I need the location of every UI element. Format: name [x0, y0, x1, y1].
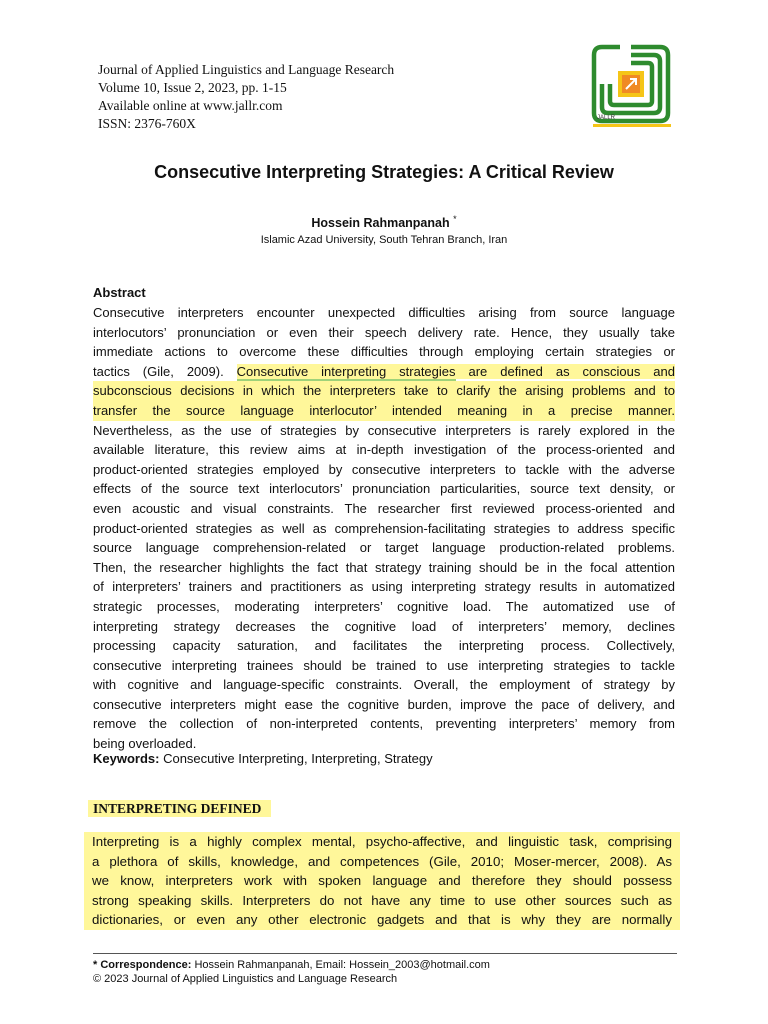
abstract-line: consecutive interpreters might ease the cognitive burden, improve the pace of delivery, and — [93, 696, 675, 712]
abstract-line: product-oriented strategies as well as comprehension-facilitating strategies to address specific — [93, 520, 675, 536]
body-line-highlighted: strong speaking skills. Interpreters do not have any time to use other sources such as — [84, 891, 680, 911]
body-line-highlighted: a plethora of skills, knowledge, and competences (Gile, 2010; Moser-mercer, 2008). As — [84, 852, 680, 872]
underlined-term: Consecutive interpreting strategies — [236, 363, 456, 379]
abstract-line: Consecutive interpreters encounter unexpected difficulties arising from source language — [93, 305, 675, 320]
abstract-line: Then, the researcher highlights the fact that strategy training should be in the focal attention — [93, 559, 675, 575]
journal-name: Journal of Applied Linguistics and Language Research — [98, 62, 395, 77]
abstract-line: effects of the source text interlocutors’ pronunciation particularities, source text density, or — [93, 481, 675, 497]
keywords — [93, 751, 433, 766]
abstract-line-highlighted: transfer the source language interlocutor’ intended meaning in a precise manner. — [93, 401, 675, 421]
volume-issue: Volume 10, Issue 2, 2023, pp. 1-15 — [98, 80, 287, 95]
section-heading: INTERPRETING DEFINED — [88, 800, 271, 817]
abstract-line: immediate actions to overcome these difficulties through employing certain strategies or — [93, 344, 675, 360]
copyright: © 2023 Journal of Applied Linguistics and Language Research — [93, 973, 398, 985]
section-body — [84, 832, 680, 930]
abstract-line: Nevertheless, as the use of strategies by consecutive interpreters is rarely explored in the — [93, 422, 675, 438]
highlight-segment — [237, 364, 675, 379]
abstract-line: even acoustic and visual constraints. The researcher first reviewed process-oriented and — [93, 500, 675, 516]
author-name — [0, 214, 768, 230]
abstract-line-highlighted: subconscious decisions in which the interpreters take to clarify the arising problems and to — [93, 381, 675, 401]
abstract-line: being overloaded. — [93, 736, 197, 752]
abstract-line: interlocutors’ pronunciation or even their speech delivery rate. Hence, they usually take — [93, 324, 675, 340]
abstract-fragment: are defined as conscious and — [468, 363, 675, 379]
correspondence-label: * Correspondence: — [93, 959, 192, 971]
logo-text: JALLR — [597, 115, 616, 121]
abstract-line: remove the collection of non-interpreted contents, preventing interpreters’ memory from — [93, 716, 675, 732]
body-line-highlighted: dictionaries, or even any other electronic gadgets and that is why they are normally — [84, 910, 680, 930]
abstract-line: strategic processes, moderating interpreters’ cognitive load. The automatized use of — [93, 598, 675, 614]
author-affiliation: Islamic Azad University, South Tehran Branch, Iran — [260, 234, 508, 246]
abstract-line: processing capacity saturation, and facilitates the interpreting process. Collectively, — [93, 638, 675, 654]
issn: ISSN: 2376-760X — [98, 116, 196, 131]
available-online: Available online at www.jallr.com — [98, 98, 283, 113]
keywords-label: Keywords: — [93, 751, 160, 766]
abstract-line-highlight-start — [93, 362, 675, 382]
article-title: Consecutive Interpreting Strategies: A Critical Review — [154, 162, 614, 182]
correspondence — [93, 958, 490, 972]
footnote — [93, 958, 490, 986]
correspondence-text: Hossein Rahmanpanah, Email: Hossein_2003@hotmail.com — [191, 959, 490, 971]
jallr-logo — [590, 43, 672, 125]
footer-rule — [93, 953, 677, 954]
abstract-line: product-oriented strategies employed by consecutive interpreters to tackle with the adverse — [93, 461, 675, 477]
abstract-line: consecutive interpreting trainees should be trained to use interpreting strategies to tackle — [93, 657, 675, 673]
body-line-highlighted: Interpreting is a highly complex mental, psycho-affective, and linguistic task, comprising — [84, 832, 680, 852]
abstract-line: interpreting strategy decreases the cognitive load of interpreters’ memory, declines — [93, 618, 675, 634]
abstract-fragment: tactics (Gile, 2009). — [93, 363, 224, 379]
keywords-value: Consecutive Interpreting, Interpreting, Strategy — [159, 751, 433, 766]
journal-info — [98, 61, 394, 133]
abstract-line: available literature, this review aims at in-depth investigation of the process-oriented and — [93, 442, 675, 458]
author-text: Hossein Rahmanpanah — [311, 216, 450, 231]
abstract-heading: Abstract — [93, 285, 146, 300]
abstract-line: with cognitive and language-specific constraints. Overall, the employment of strategy by — [93, 677, 675, 693]
abstract-body — [93, 303, 675, 754]
body-line-highlighted: we know, interpreters work with spoken language and therefore they should possess — [84, 871, 680, 891]
logo-rule — [593, 124, 671, 127]
author-footnote-mark: * — [453, 214, 457, 224]
abstract-line: of interpreters’ trainers and practitioners as using interpreting strategy results in automatized — [93, 579, 675, 595]
abstract-line: source language comprehension-related or target language production-related problems. — [93, 540, 675, 556]
